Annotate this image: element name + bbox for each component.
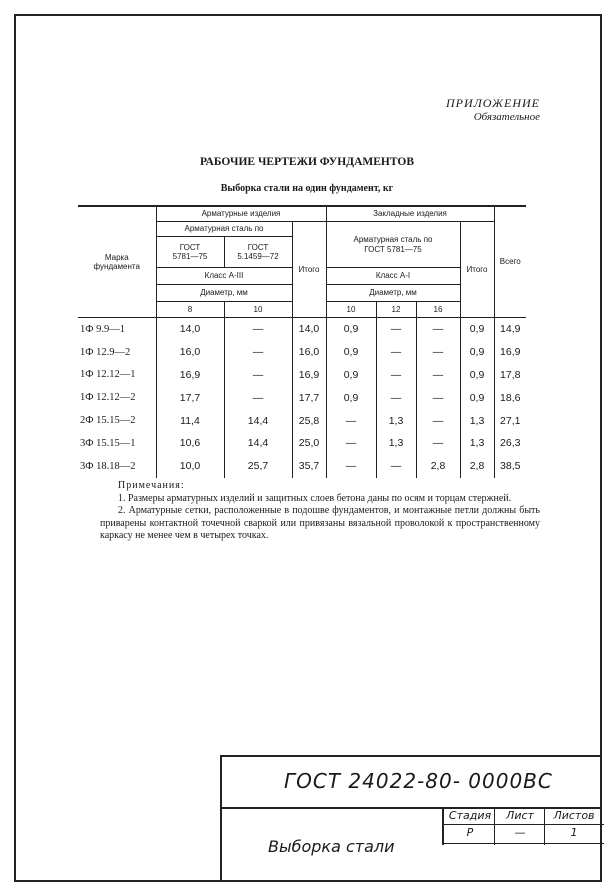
g2-d16-header: 16 <box>416 302 460 318</box>
g2-steel-header: Арматурная сталь по ГОСТ 5781—75 <box>326 222 460 268</box>
title-block-bottom <box>220 807 602 882</box>
cell-b10: — <box>326 455 376 478</box>
cell-a10: — <box>224 318 292 341</box>
row-mark: 3Ф 15.15—1 <box>80 437 136 449</box>
g1-d10-header: 10 <box>224 302 292 318</box>
cell-a10: — <box>224 341 292 364</box>
cell-b12: — <box>376 455 416 478</box>
appendix-label <box>446 96 540 123</box>
cell-total1: 14,0 <box>292 318 326 341</box>
group1-header: Арматурные изделия <box>156 206 326 222</box>
g2-d12-header: 12 <box>376 302 416 318</box>
cell-b10: — <box>326 409 376 432</box>
table-row <box>78 386 526 409</box>
cell-b10: 0,9 <box>326 364 376 387</box>
cell-all: 18,6 <box>494 386 526 409</box>
cell-total2: 1,3 <box>460 432 494 455</box>
title-block-top <box>220 755 602 807</box>
cell-b16: — <box>416 364 460 387</box>
grid-divider <box>444 843 604 844</box>
cell-all: 38,5 <box>494 455 526 478</box>
table-row <box>78 364 526 387</box>
cell-a8: 17,7 <box>156 386 224 409</box>
g1-gost2-number: 5.1459—72 <box>237 252 279 261</box>
g2-d10-header: 10 <box>326 302 376 318</box>
cell-a10: — <box>224 386 292 409</box>
g1-total-header: Итого <box>292 222 326 318</box>
g1-gost2-header <box>224 237 292 268</box>
table-row <box>78 455 526 478</box>
table-caption: Выборка стали на один фундамент, кг <box>220 183 394 194</box>
notes-heading: Примечания: <box>118 480 185 491</box>
g1-gost1-label: ГОСТ <box>179 242 201 252</box>
group2-header: Закладные изделия <box>326 206 494 222</box>
drawing-name: Выборка стали <box>268 837 395 856</box>
cell-b10: 0,9 <box>326 386 376 409</box>
g1-diameter-header: Диаметр, мм <box>156 285 292 302</box>
cell-a8: 14,0 <box>156 318 224 341</box>
document-title: РАБОЧИЕ ЧЕРТЕЖИ ФУНДАМЕНТОВ <box>200 156 414 168</box>
table-row <box>78 341 526 364</box>
cell-a8: 16,0 <box>156 341 224 364</box>
row-mark: 1Ф 12.9—2 <box>80 346 131 358</box>
cell-all: 27,1 <box>494 409 526 432</box>
cell-a8: 16,9 <box>156 364 224 387</box>
notes-block <box>100 480 540 543</box>
cell-b12: — <box>376 318 416 341</box>
table-row <box>78 318 526 341</box>
cell-total1: 16,9 <box>292 364 326 387</box>
g2-diameter-header: Диаметр, мм <box>326 285 460 302</box>
cell-a8: 10,0 <box>156 455 224 478</box>
cell-b12: 1,3 <box>376 432 416 455</box>
note-1: 1. Размеры арматурных изделий и защитных слоев бетона даны по осям и торцам стержней. <box>118 492 512 504</box>
stage-sheet-grid <box>442 809 602 845</box>
cell-total2: 1,3 <box>460 409 494 432</box>
grid-divider <box>494 809 495 845</box>
cell-total2: 0,9 <box>460 318 494 341</box>
cell-b12: — <box>376 364 416 387</box>
cell-b16: 2,8 <box>416 455 460 478</box>
cell-total1: 16,0 <box>292 341 326 364</box>
cell-all: 16,9 <box>494 341 526 364</box>
g1-steel-header: Арматурная сталь по <box>156 222 292 237</box>
cell-b10: — <box>326 432 376 455</box>
g1-gost1-header <box>156 237 224 268</box>
stage-value: Р <box>466 826 474 839</box>
g2-total-header: Итого <box>460 222 494 318</box>
cell-b12: — <box>376 341 416 364</box>
cell-a10: 14,4 <box>224 409 292 432</box>
sheet-value: — <box>514 826 526 839</box>
g1-gost1-number: 5781—75 <box>172 252 208 261</box>
cell-b16: — <box>416 432 460 455</box>
cell-b10: 0,9 <box>326 318 376 341</box>
note-2: 2. Арматурные сетки, расположенные в подошве фундаментов, и монтажные петли должны быть приварены контактной точечной сваркой или привязаны вязальной проволокой к пространственному каркасу не менее чем в четырех точках. <box>100 505 540 541</box>
cell-b12: 1,3 <box>376 409 416 432</box>
cell-b16: — <box>416 386 460 409</box>
sheets-value: 1 <box>570 826 578 839</box>
cell-all: 17,8 <box>494 364 526 387</box>
table-row <box>78 432 526 455</box>
cell-total1: 17,7 <box>292 386 326 409</box>
sheets-label: Листов <box>553 809 595 822</box>
stage-label: Стадия <box>448 809 492 822</box>
appendix-title: ПРИЛОЖЕНИЕ <box>446 96 540 110</box>
table-row <box>78 409 526 432</box>
row-mark: 3Ф 18.18—2 <box>80 460 136 472</box>
cell-a10: 14,4 <box>224 432 292 455</box>
grid-divider <box>544 809 545 845</box>
cell-b16: — <box>416 409 460 432</box>
row-mark: 1Ф 12.12—1 <box>80 369 136 381</box>
grand-total-header: Всего <box>494 206 526 318</box>
appendix-subtitle: Обязательное <box>473 111 540 123</box>
cell-a10: 25,7 <box>224 455 292 478</box>
cell-b10: 0,9 <box>326 341 376 364</box>
row-mark: 2Ф 15.15—2 <box>80 415 136 427</box>
sheet-label: Лист <box>506 809 534 822</box>
row-mark: 1Ф 12.12—2 <box>80 392 136 404</box>
g2-class-header: Класс А-I <box>326 268 460 285</box>
grid-divider <box>444 824 604 825</box>
title-block <box>220 755 602 882</box>
cell-a10: — <box>224 364 292 387</box>
mark-header: Марка фундамента <box>78 206 156 318</box>
steel-table <box>78 205 526 478</box>
cell-b16: — <box>416 318 460 341</box>
document-code: ГОСТ 24022-80- 0000ВС <box>284 769 553 793</box>
g1-class-header: Класс А-III <box>156 268 292 285</box>
row-mark: 1Ф 9.9—1 <box>80 323 126 335</box>
cell-b12: — <box>376 386 416 409</box>
cell-total1: 35,7 <box>292 455 326 478</box>
cell-total2: 0,9 <box>460 386 494 409</box>
cell-a8: 11,4 <box>156 409 224 432</box>
cell-total2: 2,8 <box>460 455 494 478</box>
cell-all: 26,3 <box>494 432 526 455</box>
g1-d8-header: 8 <box>156 302 224 318</box>
cell-total2: 0,9 <box>460 341 494 364</box>
cell-total2: 0,9 <box>460 364 494 387</box>
g1-gost2-label: ГОСТ <box>247 242 269 252</box>
cell-total1: 25,8 <box>292 409 326 432</box>
cell-all: 14,9 <box>494 318 526 341</box>
cell-b16: — <box>416 341 460 364</box>
cell-total1: 25,0 <box>292 432 326 455</box>
cell-a8: 10,6 <box>156 432 224 455</box>
